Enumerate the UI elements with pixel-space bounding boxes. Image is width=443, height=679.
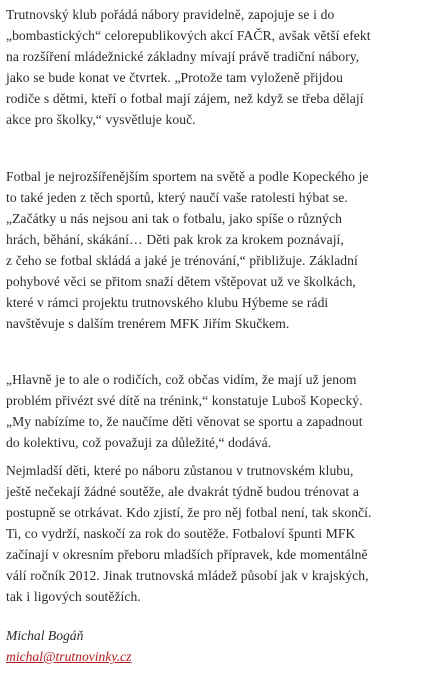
- text-line: akce pro školky,“ vysvětluje kouč.: [6, 112, 196, 127]
- text-line: do kolektivu, což považuji za důležité,“ dodává.: [6, 435, 272, 450]
- text-line: pohybové věci se přitom snaží dětem vštěpovat už ve školkách,: [6, 274, 356, 289]
- text-line: z čeho se fotbal skládá a jaké je trénování,“ přibližuje. Základní: [6, 253, 358, 268]
- text-line: to také jeden z těch sportů, který naučí vaše ratolesti hýbat se.: [6, 190, 348, 205]
- text-line: hrách, běhání, skákání… Děti pak krok za krokem poznávají,: [6, 232, 344, 247]
- text-line: „Hlavně je to ale o rodičích, což občas vidím, že mají už jenom: [6, 372, 357, 387]
- text-line: válí ročník 2012. Jinak trutnovská mládež působí jak v krajských,: [6, 568, 369, 583]
- paragraph-recruitment: [6, 4, 371, 130]
- text-line: navštěvuje s dalším trenérem MFK Jiřím Skučkem.: [6, 316, 290, 331]
- text-line: Fotbal je nejrozšířenějším sportem na světě a podle Kopeckého je: [6, 169, 369, 184]
- byline: [6, 625, 131, 667]
- text-line: které v rámci projektu trutnovského klubu Hýbeme se rádi: [6, 295, 329, 310]
- author-email-link[interactable]: michal@trutnovinky.cz: [6, 649, 132, 664]
- text-line: rodiče s dětmi, kteří o fotbal mají zájem, než když se třeba dělají: [6, 91, 364, 106]
- text-line: tak i ligových soutěžích.: [6, 589, 141, 604]
- text-line: Nejmladší děti, které po náboru zůstanou v trutnovském klubu,: [6, 463, 354, 478]
- text-line: Ti, co vydrží, naskočí za rok do soutěže. Fotbaloví špunti MFK: [6, 526, 356, 541]
- text-line: na rozšíření mládežnické základny mívají právě tradiční nábory,: [6, 49, 360, 64]
- paragraph-youngest-children: [6, 460, 371, 607]
- text-line: problém přivézt své dítě na trénink,“ konstatuje Luboš Kopecký.: [6, 393, 363, 408]
- paragraph-football-popularity: [6, 166, 368, 334]
- text-line: „My nabízíme to, že naučíme děti věnovat se sportu a zapadnout: [6, 414, 363, 429]
- text-line: jako se bude konat ve čtvrtek. „Protože tam vyloženě přijdou: [6, 70, 343, 85]
- text-line: „Začátky u nás nejsou ani tak o fotbalu, jako spíše o různých: [6, 211, 342, 226]
- text-line: postupně se otrkávat. Kdo zjistí, že pro něj fotbal není, tak skončí.: [6, 505, 372, 520]
- text-line: Trutnovský klub pořádá nábory pravidelně, zapojuje se i do: [6, 7, 335, 22]
- author-name: Michal Bogáň: [6, 628, 84, 643]
- text-line: ještě nečekají žádné soutěže, ale dvakrát týdně budou trénovat a: [6, 484, 359, 499]
- text-line: začínají v okresním přeboru mladších přípravek, kde momentálně: [6, 547, 368, 562]
- text-line: „bombastických“ celorepublikových akcí FAČR, avšak větší efekt: [6, 28, 371, 43]
- paragraph-parents-quote: [6, 369, 363, 453]
